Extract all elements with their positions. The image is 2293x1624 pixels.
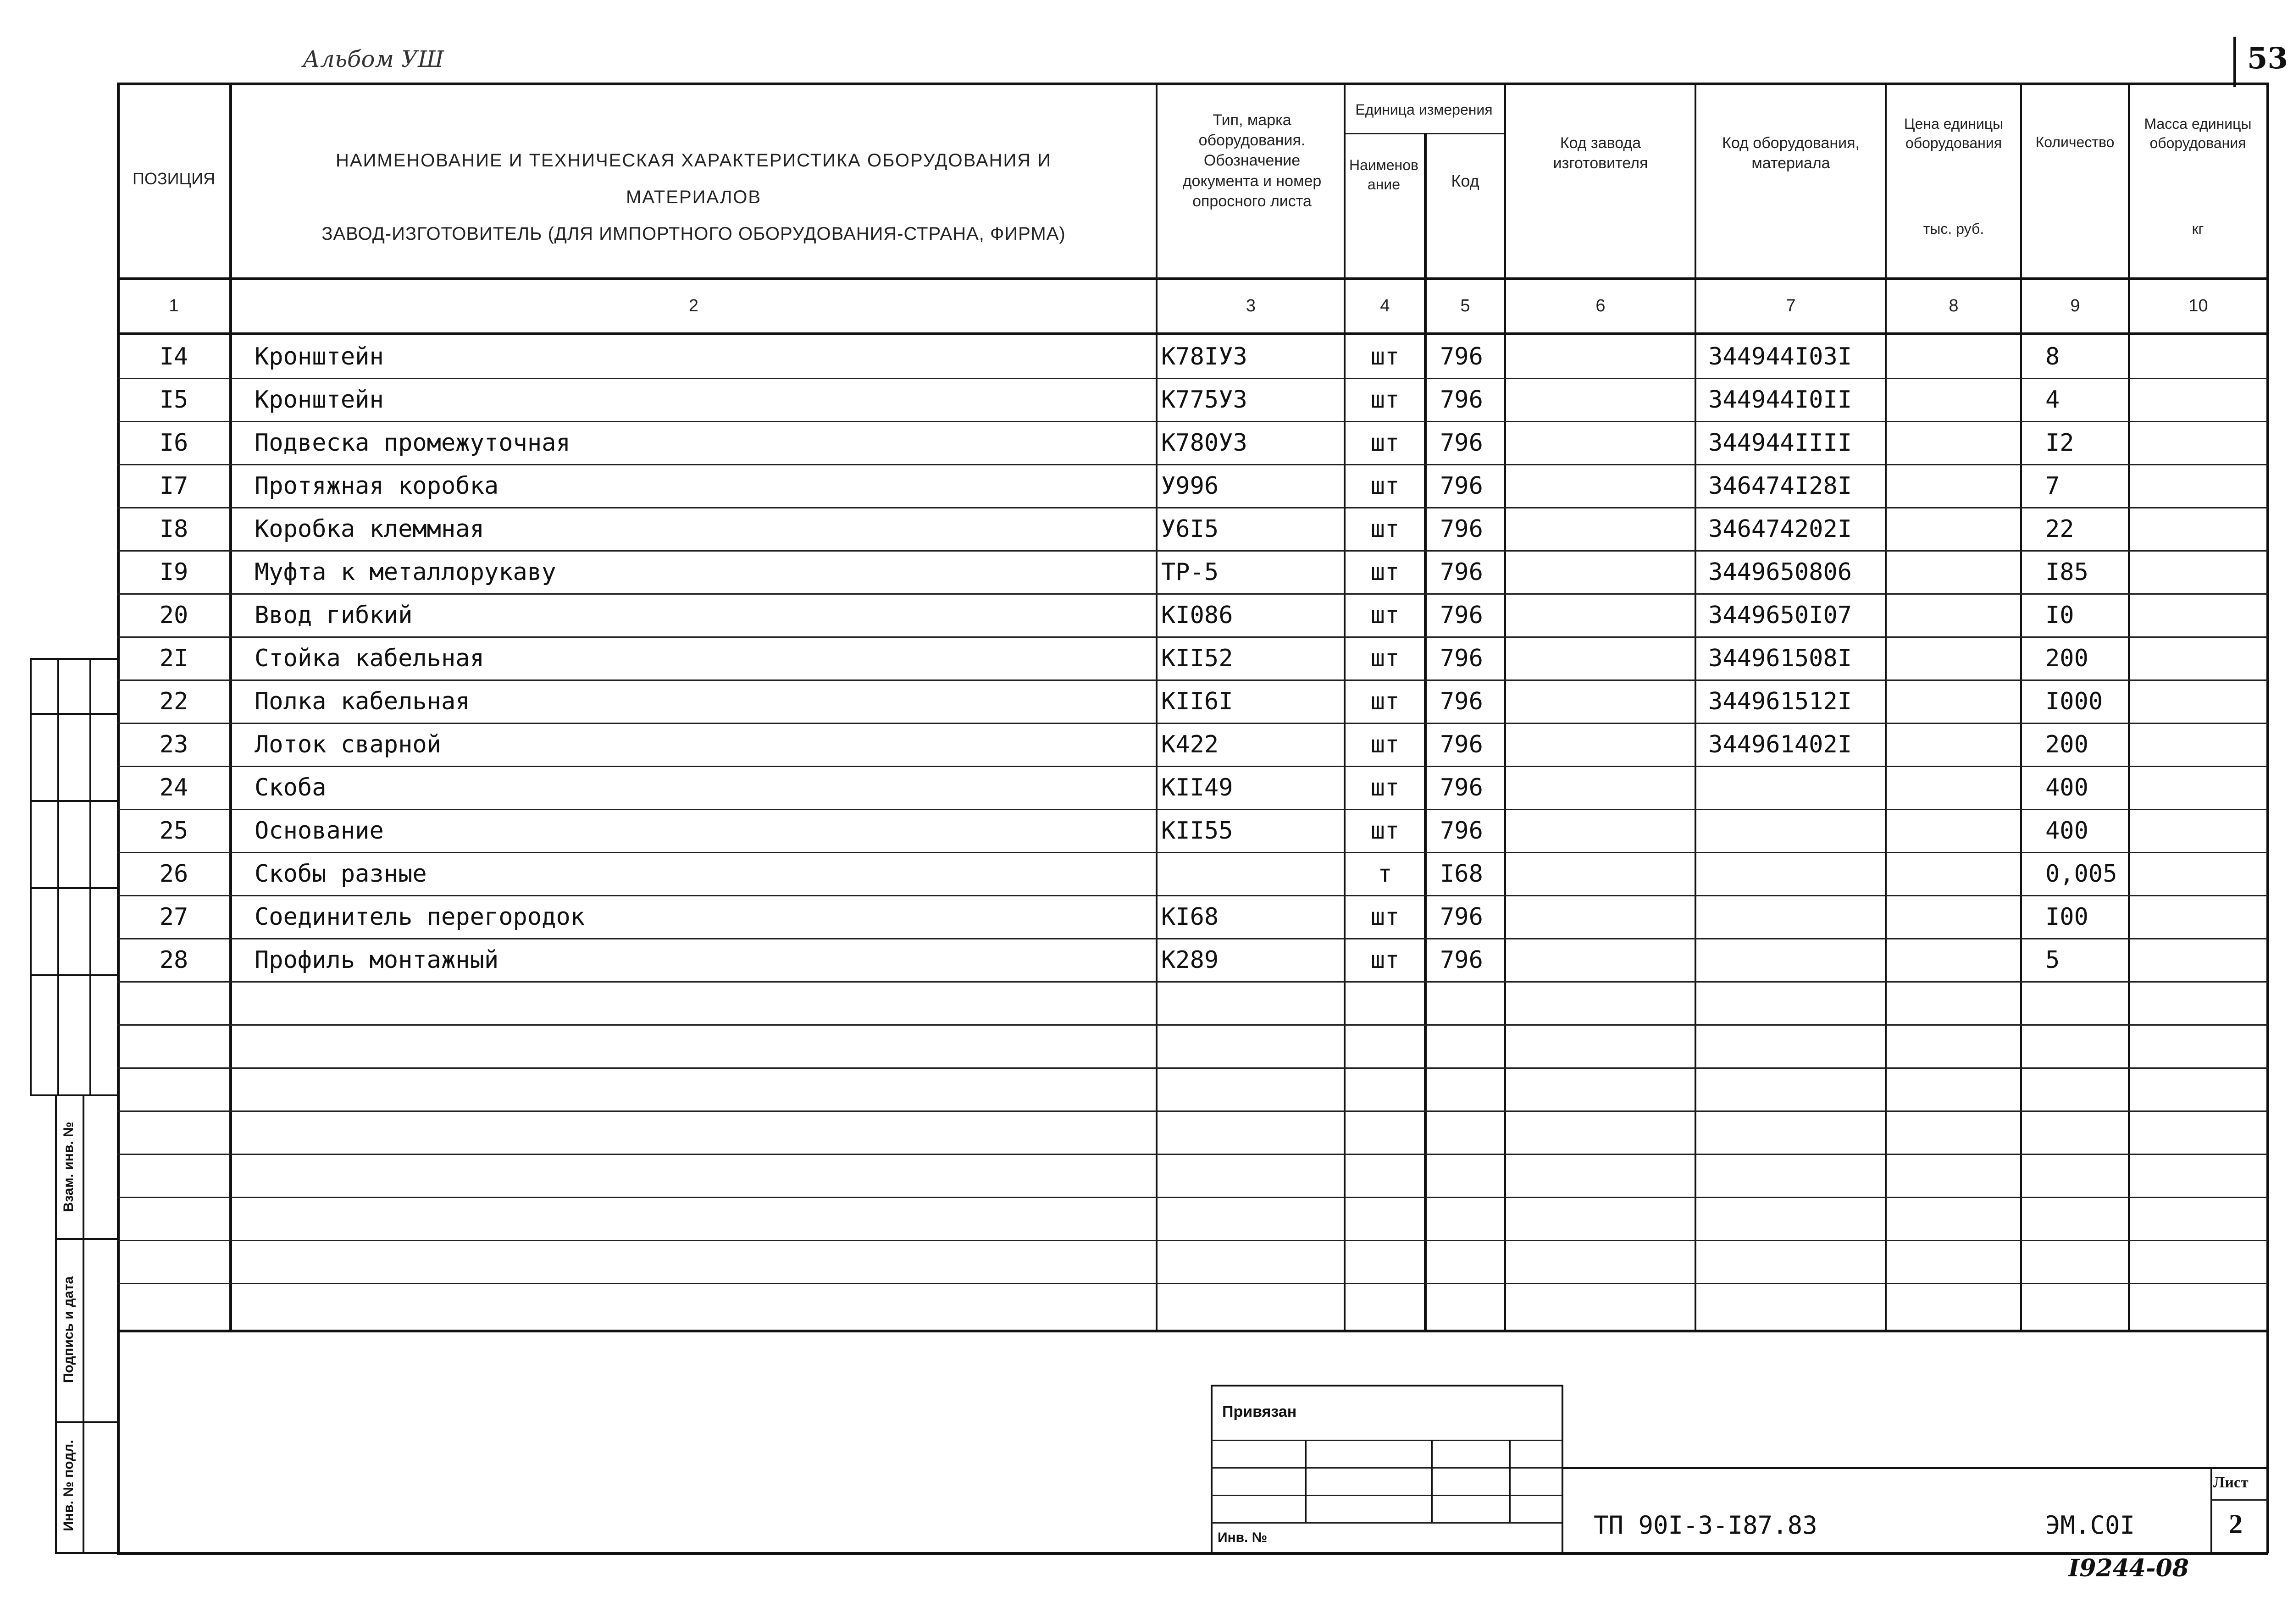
col-line-3 xyxy=(1344,83,1346,1331)
cell-material-code: 344944IIII xyxy=(1708,429,1852,457)
stamp-right xyxy=(1562,1385,1563,1553)
cell-unit-code: 796 xyxy=(1440,903,1483,931)
cell-unit: шт xyxy=(1370,645,1400,672)
header-unit-code: Код xyxy=(1451,171,1479,190)
album-label: Альбом УШ xyxy=(303,46,444,72)
sheet-box-mid xyxy=(2210,1499,2268,1501)
cell-material-code xyxy=(1708,811,1883,851)
row-line xyxy=(117,895,2268,896)
cell-unit: т xyxy=(1378,860,1392,888)
frame-top xyxy=(117,83,2268,85)
stamp-col-1 xyxy=(1305,1440,1307,1522)
side-label-replaced-inv: Взам. инв. № xyxy=(61,1121,76,1212)
cell-unit-code: 796 xyxy=(1440,774,1483,801)
cell-quantity: I0 xyxy=(2045,602,2074,629)
cell-position: I9 xyxy=(159,558,188,586)
cell-material-code: 346474202I xyxy=(1708,515,1852,543)
strip-outer xyxy=(30,658,32,1094)
cell-unit: шт xyxy=(1370,472,1400,500)
row-line xyxy=(117,679,2268,681)
colnum-2: 2 xyxy=(688,296,699,315)
cell-position: 27 xyxy=(159,903,188,931)
header-unit-name: Наименование xyxy=(1349,157,1419,193)
row-line xyxy=(117,421,2268,422)
row-line xyxy=(117,1024,2268,1026)
cell-unit-code: 796 xyxy=(1440,386,1483,414)
row-line xyxy=(117,938,2268,939)
cell-quantity: 400 xyxy=(2045,774,2088,801)
strip-mid-a xyxy=(57,658,59,1094)
row-line xyxy=(117,507,2268,508)
cell-unit-code: 796 xyxy=(1440,688,1483,715)
cell-unit: шт xyxy=(1370,731,1400,758)
stamp-inv-no: Инв. № xyxy=(1218,1530,1268,1545)
header-unit-group-label: Единица измерения xyxy=(1355,101,1493,118)
cell-type: К775УЗ xyxy=(1161,386,1247,414)
row-line xyxy=(117,378,2268,379)
cell-unit-code: 796 xyxy=(1440,558,1483,586)
row-line xyxy=(117,809,2268,810)
cell-material-code: 3449650I07 xyxy=(1708,602,1852,629)
row-line xyxy=(117,723,2268,724)
cell-unit-code: I68 xyxy=(1440,860,1483,888)
cell-name: Полка кабельная xyxy=(255,688,470,715)
header-mass-unit: кг xyxy=(2192,221,2204,238)
row-line xyxy=(117,852,2268,853)
cell-name: Кронштейн xyxy=(255,386,384,414)
cell-unit-code: 796 xyxy=(1440,515,1483,543)
cell-position: 24 xyxy=(159,774,188,801)
stamp-privyazan: Привязан xyxy=(1222,1403,1297,1420)
cell-position: I7 xyxy=(159,472,188,500)
row-line xyxy=(117,464,2268,465)
col-line-7 xyxy=(1885,83,1887,1331)
cell-name: Протяжная коробка xyxy=(255,472,499,500)
cell-quantity: 8 xyxy=(2045,343,2060,370)
header-factory-code: Код завода изготовителя xyxy=(1553,134,1648,172)
strip-mid-b xyxy=(89,658,91,1094)
cell-quantity: 7 xyxy=(2045,472,2060,500)
cell-type: К78IУЗ xyxy=(1161,343,1247,370)
cell-name: Коробка клеммная xyxy=(255,515,484,543)
cell-type: У996 xyxy=(1161,472,1219,500)
cell-name: Лоток сварной xyxy=(255,731,441,758)
cell-name: Кронштейн xyxy=(255,343,384,370)
cell-material-code: 3449650806 xyxy=(1708,558,1852,586)
cell-material-code: 344961508I xyxy=(1708,645,1852,672)
cell-unit: шт xyxy=(1370,774,1400,801)
cell-unit: шт xyxy=(1370,602,1400,629)
frame-bottom xyxy=(117,1552,2268,1555)
cell-position: 23 xyxy=(159,731,188,758)
cell-unit-code: 796 xyxy=(1440,602,1483,629)
cell-quantity: 0,005 xyxy=(2045,860,2117,888)
cell-material-code xyxy=(1708,854,1883,894)
table-bottom xyxy=(117,1330,2268,1332)
cell-type: КI086 xyxy=(1161,602,1233,629)
cell-material-code: 344961512I xyxy=(1708,688,1852,715)
cell-name: Соединитель перегородок xyxy=(255,903,585,931)
row-line xyxy=(117,1067,2268,1069)
sidelabel-bottom xyxy=(55,1552,117,1554)
cell-name: Профиль монтажный xyxy=(255,946,499,974)
colnum-bottom xyxy=(117,332,2268,335)
cell-type: ТР-5 xyxy=(1161,558,1219,586)
cell-position: 26 xyxy=(159,860,188,888)
page-number-divider xyxy=(2233,37,2236,87)
cell-type: КII52 xyxy=(1161,645,1233,672)
cell-quantity: 5 xyxy=(2045,946,2060,974)
cell-material-code: 344961402I xyxy=(1708,731,1852,758)
cell-type: К780УЗ xyxy=(1161,429,1247,457)
side-label-signature-date: Подпись и дата xyxy=(61,1276,76,1383)
cell-quantity: 400 xyxy=(2045,817,2088,845)
cell-type xyxy=(1161,854,1342,894)
stamp-col-2 xyxy=(1431,1440,1433,1522)
col-line-1 xyxy=(229,83,232,1331)
cell-unit: шт xyxy=(1370,343,1400,370)
col-line-2 xyxy=(1156,83,1158,1331)
cell-quantity: I2 xyxy=(2045,429,2074,457)
cell-material-code xyxy=(1708,940,1883,980)
col-line-8 xyxy=(2020,83,2022,1331)
cell-unit: шт xyxy=(1370,515,1400,543)
cell-position: 25 xyxy=(159,817,188,845)
cell-position: I8 xyxy=(159,515,188,543)
cell-unit-code: 796 xyxy=(1440,343,1483,370)
cell-type: КI68 xyxy=(1161,903,1219,931)
header-price: Цена единицы оборудования xyxy=(1904,116,2004,151)
cell-unit: шт xyxy=(1370,386,1400,414)
col-line-10 xyxy=(2266,83,2269,1553)
cell-position: 22 xyxy=(159,688,188,715)
sidelabel-inner xyxy=(83,1094,84,1553)
cell-name: Ввод гибкий xyxy=(255,602,413,629)
strip-top xyxy=(30,658,117,660)
cell-type: КII49 xyxy=(1161,774,1233,801)
header-type: Тип, марка оборудования. Обозначение документа и номер опросного листа xyxy=(1182,111,1322,210)
header-quantity: Количество xyxy=(2035,134,2115,150)
cell-unit: шт xyxy=(1370,688,1400,715)
cell-unit-code: 796 xyxy=(1440,817,1483,845)
strip-line-1 xyxy=(30,713,117,715)
cell-material-code: 346474I28I xyxy=(1708,472,1852,500)
cell-material-code: 344944I03I xyxy=(1708,343,1852,370)
col-line-9 xyxy=(2128,83,2130,1331)
row-line xyxy=(117,1283,2268,1284)
cell-unit: шт xyxy=(1370,946,1400,974)
cell-material-code xyxy=(1708,768,1883,808)
cell-quantity: I85 xyxy=(2045,558,2088,586)
cell-unit: шт xyxy=(1370,817,1400,845)
stamp-left xyxy=(1211,1385,1213,1553)
colnum-3: 3 xyxy=(1246,296,1256,315)
archive-number: I9244-08 xyxy=(2068,1554,2189,1582)
row-line xyxy=(117,1240,2268,1241)
cell-type: К289 xyxy=(1161,946,1219,974)
cell-unit-code: 796 xyxy=(1440,731,1483,758)
page-number: 53 xyxy=(2247,41,2288,76)
cell-name: Скобы разные xyxy=(255,860,427,888)
doc-code: ТП 90I-3-I87.83 xyxy=(1594,1511,1817,1540)
cell-unit-code: 796 xyxy=(1440,645,1483,672)
cell-quantity: I00 xyxy=(2045,903,2088,931)
cell-quantity: 200 xyxy=(2045,731,2088,758)
colnum-8: 8 xyxy=(1949,296,1959,315)
strip-line-2 xyxy=(30,800,117,802)
cell-unit: шт xyxy=(1370,558,1400,586)
row-line xyxy=(117,1154,2268,1155)
header-name-line2: МАТЕРИАЛОВ xyxy=(626,187,762,207)
sheet-label: Лист xyxy=(2213,1474,2249,1491)
colnum-9: 9 xyxy=(2070,296,2080,315)
header-mass: Масса единицы оборудования xyxy=(2144,116,2252,151)
colnum-7: 7 xyxy=(1786,296,1796,315)
col-line-5 xyxy=(1504,83,1506,1331)
cell-name: Основание xyxy=(255,817,384,845)
strip-line-4 xyxy=(30,974,117,976)
cell-type: КII55 xyxy=(1161,817,1233,845)
cell-quantity: 200 xyxy=(2045,645,2088,672)
row-line xyxy=(117,1110,2268,1112)
header-price-unit: тыс. руб. xyxy=(1923,221,1984,238)
side-label-original-inv: Инв. № подл. xyxy=(61,1440,76,1531)
cell-name: Скоба xyxy=(255,774,327,801)
cell-unit-code: 796 xyxy=(1440,472,1483,500)
cell-name: Подвеска промежуточная xyxy=(255,429,570,457)
cell-position: 2I xyxy=(159,645,188,672)
col-line-6 xyxy=(1695,83,1696,1331)
row-line xyxy=(117,1197,2268,1198)
row-line xyxy=(117,550,2268,552)
header-name-line1: НАИМЕНОВАНИЕ И ТЕХНИЧЕСКАЯ ХАРАКТЕРИСТИКА ОБОРУДОВАНИЯ И xyxy=(335,150,1052,171)
row-line xyxy=(117,593,2268,595)
cell-position: I5 xyxy=(159,386,188,414)
cell-position: I6 xyxy=(159,429,188,457)
colnum-5: 5 xyxy=(1460,296,1470,315)
cell-name: Муфта к металлорукаву xyxy=(255,558,556,586)
cell-quantity: 22 xyxy=(2045,515,2074,543)
cell-type: КII6I xyxy=(1161,688,1233,715)
stamp-top xyxy=(1211,1385,1562,1386)
header-position: ПОЗИЦИЯ xyxy=(133,169,215,188)
sheet-number: 2 xyxy=(2229,1509,2243,1539)
colnum-4: 4 xyxy=(1380,296,1390,315)
cell-material-code xyxy=(1708,897,1883,937)
cell-unit-code: 796 xyxy=(1440,946,1483,974)
cell-position: I4 xyxy=(159,343,188,370)
header-name-line3: ЗАВОД-ИЗГОТОВИТЕЛЬ (ДЛЯ ИМПОРТНОГО ОБОРУДОВАНИЯ-СТРАНА, ФИРМА) xyxy=(321,224,1066,244)
cell-position: 28 xyxy=(159,946,188,974)
cell-unit: шт xyxy=(1370,903,1400,931)
sheet-box-left xyxy=(2210,1467,2212,1553)
stamp-col-3 xyxy=(1509,1440,1511,1522)
row-line xyxy=(117,636,2268,638)
cell-type: У6I5 xyxy=(1161,515,1219,543)
cell-name: Стойка кабельная xyxy=(255,645,484,672)
colnum-6: 6 xyxy=(1595,296,1606,315)
sheet-code: ЭМ.С0I xyxy=(2045,1511,2135,1540)
cell-quantity: I000 xyxy=(2045,688,2103,715)
row-line xyxy=(117,766,2268,767)
colnum-10: 10 xyxy=(2188,296,2208,315)
sidelabel-div-2 xyxy=(55,1421,117,1423)
cell-position: 20 xyxy=(159,602,188,629)
colnum-1: 1 xyxy=(169,296,179,315)
doc-block-top xyxy=(1562,1467,2268,1469)
strip-line-3 xyxy=(30,887,117,889)
row-line xyxy=(117,981,2268,983)
cell-material-code: 344944I0II xyxy=(1708,386,1852,414)
cell-quantity: 4 xyxy=(2045,386,2060,414)
cell-unit-code: 796 xyxy=(1440,429,1483,457)
stamp-grid-4 xyxy=(1211,1522,1562,1524)
cell-unit: шт xyxy=(1370,429,1400,457)
cell-type: К422 xyxy=(1161,731,1219,758)
header-material-code: Код оборудования, материала xyxy=(1722,134,1860,172)
